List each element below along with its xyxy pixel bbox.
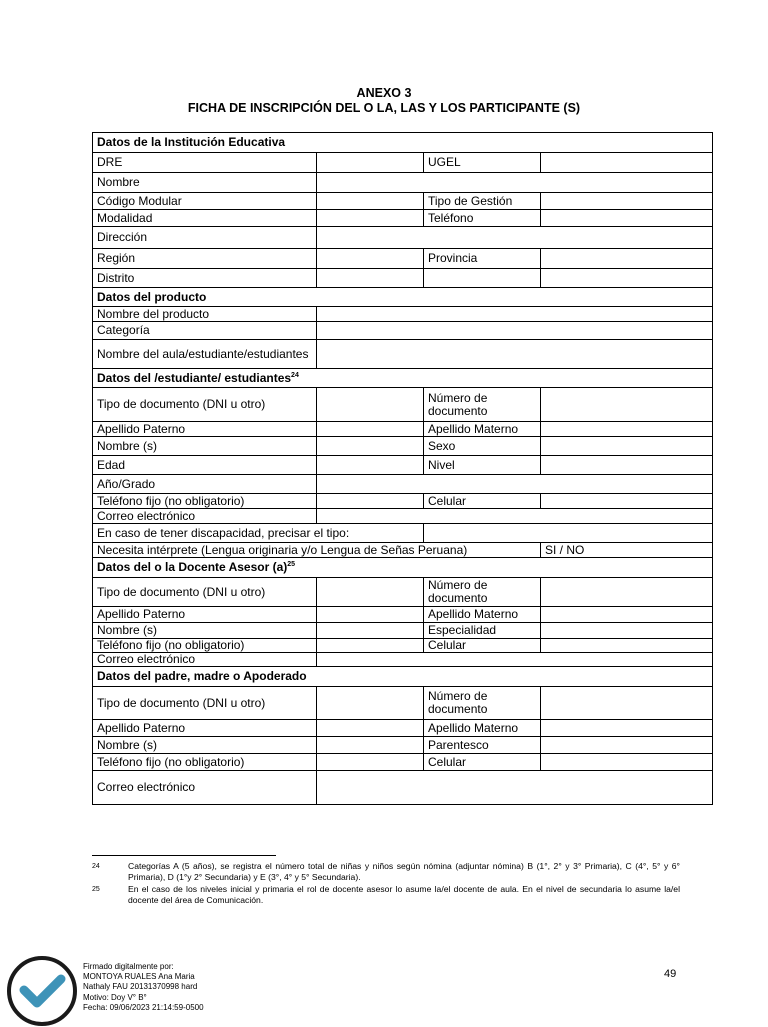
label-region: Región <box>93 249 317 269</box>
section-institucion: Datos de la Institución Educativa <box>93 133 713 153</box>
signature-line: Firmado digitalmente por: <box>83 962 174 971</box>
field-apo-celular[interactable] <box>541 754 713 771</box>
field-est-telefono[interactable] <box>317 494 424 509</box>
field-discapacidad[interactable] <box>424 524 713 543</box>
label-est-num-doc: Número de documento <box>424 388 541 422</box>
label-apo-num-doc: Número de documento <box>424 687 541 720</box>
label-modalidad: Modalidad <box>93 210 317 227</box>
field-apo-parentesco[interactable] <box>541 737 713 754</box>
field-codigo-modular[interactable] <box>317 193 424 210</box>
label-est-ap-paterno: Apellido Paterno <box>93 422 317 437</box>
field-apo-ap-paterno[interactable] <box>317 720 424 737</box>
label-apo-correo: Correo electrónico <box>93 771 317 805</box>
field-est-num-doc[interactable] <box>541 388 713 422</box>
label-est-correo: Correo electrónico <box>93 509 317 524</box>
field-est-anio-grado[interactable] <box>317 475 713 494</box>
form-title: FICHA DE INSCRIPCIÓN DEL O LA, LAS Y LOS PARTICIPANTE (S) <box>187 101 581 115</box>
footnote-text: En el caso de los niveles inicial y primaria el rol de docente asesor lo asume la/el docente de aula. En el nivel de secundaria lo asume la/el docente del área de Comunicación. <box>128 884 680 905</box>
label-nombre-producto: Nombre del producto <box>93 307 317 322</box>
field-doc-celular[interactable] <box>541 639 713 653</box>
field-est-ap-paterno[interactable] <box>317 422 424 437</box>
field-telefono-ie[interactable] <box>541 210 713 227</box>
footnote-number: 24 <box>92 863 100 870</box>
section-producto: Datos del producto <box>93 288 713 307</box>
label-codigo-modular: Código Modular <box>93 193 317 210</box>
label-apo-parentesco: Parentesco <box>424 737 541 754</box>
label-discapacidad: En caso de tener discapacidad, precisar el tipo: <box>93 524 424 543</box>
label-apo-celular: Celular <box>424 754 541 771</box>
field-tipo-gestion[interactable] <box>541 193 713 210</box>
field-est-tipo-doc[interactable] <box>317 388 424 422</box>
section-apoderado: Datos del padre, madre o Apoderado <box>93 667 713 687</box>
signature-line: MONTOYA RUALES Ana Maria <box>83 972 195 982</box>
field-apo-ap-materno[interactable] <box>541 720 713 737</box>
field-nombre-ie[interactable] <box>317 173 713 193</box>
field-doc-ap-materno[interactable] <box>541 607 713 623</box>
field-doc-tipo-doc[interactable] <box>317 578 424 607</box>
seal-check-mark <box>24 979 61 1003</box>
field-est-correo[interactable] <box>317 509 713 524</box>
section-docente <box>93 558 713 578</box>
field-doc-nombre[interactable] <box>317 623 424 639</box>
label-apo-nombre: Nombre (s) <box>93 737 317 754</box>
label-categoria: Categoría <box>93 322 317 340</box>
field-doc-telefono[interactable] <box>317 639 424 653</box>
label-ugel: UGEL <box>424 153 541 173</box>
field-est-ap-materno[interactable] <box>541 422 713 437</box>
seal-ring <box>9 958 75 1024</box>
label-est-edad: Edad <box>93 456 317 475</box>
signature-line: Fecha: 09/06/2023 21:14:59-0500 <box>83 1002 204 1012</box>
field-dre[interactable] <box>317 153 424 173</box>
signature-line: Nathaly FAU 20131370998 hard <box>83 982 198 992</box>
field-est-celular[interactable] <box>541 494 713 509</box>
field-distrito[interactable] <box>317 269 424 288</box>
label-doc-celular: Celular <box>424 639 541 653</box>
label-telefono-ie: Teléfono <box>424 210 541 227</box>
label-doc-ap-paterno: Apellido Paterno <box>93 607 317 623</box>
label-est-ap-materno: Apellido Materno <box>424 422 541 437</box>
page-number: 49 <box>664 968 677 980</box>
label-apo-telefono: Teléfono fijo (no obligatorio) <box>93 754 317 771</box>
field-apo-num-doc[interactable] <box>541 687 713 720</box>
label-doc-num-doc: Número de documento <box>424 578 541 607</box>
field-modalidad[interactable] <box>317 210 424 227</box>
label-distrito: Distrito <box>93 269 317 288</box>
field-doc-correo[interactable] <box>317 653 713 667</box>
label-est-anio-grado: Año/Grado <box>93 475 317 494</box>
field-apo-correo[interactable] <box>317 771 713 805</box>
field-region[interactable] <box>317 249 424 269</box>
label-nombre-aula: Nombre del aula/estudiante/estudiantes <box>93 340 317 369</box>
section-estudiante <box>93 369 713 388</box>
label-apo-ap-materno: Apellido Materno <box>424 720 541 737</box>
label-est-nombre: Nombre (s) <box>93 437 317 456</box>
label-est-nivel: Nivel <box>424 456 541 475</box>
field-nombre-producto[interactable] <box>317 307 713 322</box>
label-doc-ap-materno: Apellido Materno <box>424 607 541 623</box>
field-categoria[interactable] <box>317 322 713 340</box>
label-est-sexo: Sexo <box>424 437 541 456</box>
field-direccion[interactable] <box>317 227 713 249</box>
label-est-celular: Celular <box>424 494 541 509</box>
label-doc-tipo-doc: Tipo de documento (DNI u otro) <box>93 578 317 607</box>
label-tipo-gestion: Tipo de Gestión <box>424 193 541 210</box>
footnote-separator <box>92 855 276 856</box>
field-interprete-si-no[interactable]: SI / NO <box>541 543 713 558</box>
field-apo-tipo-doc[interactable] <box>317 687 424 720</box>
label-direccion: Dirección <box>93 227 317 249</box>
label-est-telefono: Teléfono fijo (no obligatorio) <box>93 494 317 509</box>
footnote-text: Categorías A (5 años), se registra el número total de niñas y niños según nómina (adjuntar nómina) B (1°, 2° y 3° Primaria), C (4°, 5° y 6° Primaria), D (1°y 2° Secundaria) y E (3°, 4° y 5° Secundaria). <box>128 861 680 882</box>
section-docente-label: Datos del o la Docente Asesor (a) <box>97 560 288 574</box>
check-seal-icon <box>6 955 78 1027</box>
label-dre: DRE <box>93 153 317 173</box>
label-doc-especialidad: Especialidad <box>424 623 541 639</box>
field-nombre-aula[interactable] <box>317 340 713 369</box>
annex-title: ANEXO 3 <box>356 86 412 100</box>
label-doc-nombre: Nombre (s) <box>93 623 317 639</box>
field-doc-especialidad[interactable] <box>541 623 713 639</box>
footnote-25 <box>92 884 680 906</box>
registration-form-table <box>92 132 713 805</box>
footnote-24 <box>92 861 680 883</box>
signature-line: Motivo: Doy V° B° <box>83 992 147 1002</box>
field-apo-telefono[interactable] <box>317 754 424 771</box>
label-apo-tipo-doc: Tipo de documento (DNI u otro) <box>93 687 317 720</box>
field-est-sexo[interactable] <box>541 437 713 456</box>
footnote-number: 25 <box>92 886 100 893</box>
label-doc-correo: Correo electrónico <box>93 653 317 667</box>
label-apo-ap-paterno: Apellido Paterno <box>93 720 317 737</box>
footnote-ref-25: 25 <box>287 561 296 568</box>
label-provincia: Provincia <box>424 249 541 269</box>
field-ugel[interactable] <box>541 153 713 173</box>
field-empty-1 <box>424 269 541 288</box>
field-doc-num-doc[interactable] <box>541 578 713 607</box>
digital-signature-block <box>83 962 204 1013</box>
field-empty-2 <box>541 269 713 288</box>
label-est-tipo-doc: Tipo de documento (DNI u otro) <box>93 388 317 422</box>
field-est-nivel[interactable] <box>541 456 713 475</box>
field-apo-nombre[interactable] <box>317 737 424 754</box>
label-nombre-ie: Nombre <box>93 173 317 193</box>
field-doc-ap-paterno[interactable] <box>317 607 424 623</box>
section-estudiante-label: Datos del /estudiante/ estudiantes <box>97 370 292 385</box>
label-doc-telefono: Teléfono fijo (no obligatorio) <box>93 639 317 653</box>
field-provincia[interactable] <box>541 249 713 269</box>
field-est-edad[interactable] <box>317 456 424 475</box>
footnote-ref-24: 24 <box>291 371 299 379</box>
label-interprete: Necesita intérprete (Lengua originaria y/o Lengua de Señas Peruana) <box>93 543 541 558</box>
field-est-nombre[interactable] <box>317 437 424 456</box>
